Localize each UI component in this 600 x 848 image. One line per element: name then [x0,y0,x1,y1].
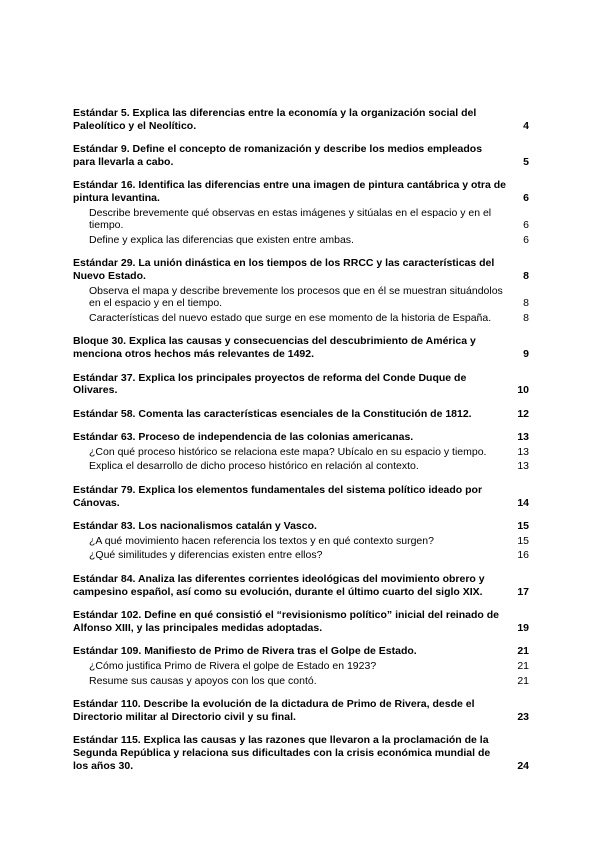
toc-subentry[interactable] [73,312,529,325]
table-of-contents [73,107,529,783]
toc-page-number: 6 [523,191,529,204]
toc-subentry-title: Características del nuevo estado que surge en ese momento de la historia de España. [89,311,492,324]
toc-page-number: 15 [517,520,529,533]
toc-entry[interactable] [73,698,529,723]
toc-entry[interactable] [73,335,529,360]
toc-entry-heading[interactable] [73,609,529,634]
toc-entry-title: Estándar 5. Explica las diferencias entre la economía y la organización social del Paleolítico y el Neolítico. [73,107,477,132]
toc-entry-title: Estándar 109. Manifiesto de Primo de Rivera tras el Golpe de Estado. [73,645,417,658]
toc-entry-title: Estándar 83. Los nacionalismos catalán y Vasco. [73,520,317,533]
toc-entry-heading[interactable] [73,143,529,168]
toc-subentry[interactable] [73,446,529,459]
toc-subentry[interactable] [73,285,529,310]
toc-page-number: 5 [523,155,529,168]
toc-page-number: 21 [517,660,529,672]
toc-entry[interactable] [73,484,529,509]
toc-entry-title: Estándar 58. Comenta las características esenciales de la Constitución de 1812. [73,407,472,420]
toc-entry[interactable] [73,257,529,324]
toc-entry-title: Bloque 30. Explica las causas y consecuencias del descubrimiento de América y menciona otros hechos más relevantes de 1492. [73,335,476,360]
toc-page-number: 21 [517,674,529,687]
toc-page-number: 9 [523,347,529,360]
toc-entry-title: Estándar 84. Analiza las diferentes corrientes ideológicas del movimiento obrero y campesino español, así como su evolución, durante el último cuarto del siglo XIX. [73,573,485,598]
toc-page-number: 12 [517,407,529,420]
toc-subentry[interactable] [73,549,529,562]
toc-page-number: 19 [517,621,529,634]
toc-subentry-title: Explica el desarrollo de dicho proceso histórico en relación al contexto. [89,460,419,473]
toc-page-number: 21 [517,645,529,658]
toc-page-number: 13 [517,445,529,458]
toc-entry-heading[interactable] [73,179,529,204]
toc-page-number: 6 [523,219,529,232]
toc-subentry[interactable] [73,660,529,673]
toc-subentry-title: Observa el mapa y describe brevemente los procesos que en él se muestran situándolos en el espacio y en el tiempo. [89,284,503,310]
toc-entry-heading[interactable] [73,645,529,658]
toc-page-number: 17 [517,585,529,598]
toc-subentry[interactable] [73,535,529,548]
toc-entry-heading[interactable] [73,257,529,282]
toc-entry-heading[interactable] [73,431,529,444]
toc-page-number: 13 [517,460,529,473]
toc-entry-heading[interactable] [73,573,529,598]
toc-entry[interactable] [73,143,529,168]
toc-entry-heading[interactable] [73,484,529,509]
toc-subentry-title: ¿A qué movimiento hacen referencia los textos y en qué contexto surgen? [89,534,434,547]
toc-entry[interactable] [73,520,529,562]
toc-subentry[interactable] [73,675,529,688]
toc-subentry[interactable] [73,234,529,247]
toc-entry-title: Estándar 16. Identifica las diferencias entre una imagen de pintura cantábrica y otra de pintura levantina. [73,179,506,204]
toc-subentry-title: ¿Cómo justifica Primo de Rivera el golpe de Estado en 1923? [89,660,377,672]
toc-entry-heading[interactable] [73,698,529,723]
toc-page-number: 8 [523,311,529,324]
toc-page-number: 14 [517,496,529,509]
toc-entry-heading[interactable] [73,408,529,421]
toc-page-number: 4 [523,119,529,132]
toc-entry-title: Estándar 29. La unión dinástica en los tiempos de los RRCC y las características del Nuevo Estado. [73,257,495,282]
toc-entry[interactable] [73,645,529,687]
toc-entry[interactable] [73,734,529,772]
toc-subentry-title: ¿Con qué proceso histórico se relaciona este mapa? Ubícalo en su espacio y tiempo. [89,445,487,458]
toc-entry-title: Estándar 115. Explica las causas y las razones que llevaron a la proclamación de la Segunda República y relaciona sus dificultades con la crisis económica mundial de los años 30. [73,734,491,772]
toc-entry[interactable] [73,372,529,397]
toc-subentry[interactable] [73,207,529,232]
toc-entry-title: Estándar 37. Explica los principales proyectos de reforma del Conde Duque de Olivares. [73,371,467,397]
toc-entry[interactable] [73,431,529,473]
toc-subentry-title: ¿Qué similitudes y diferencias existen entre ellos? [89,549,323,562]
toc-page-number: 8 [523,297,529,310]
toc-entry[interactable] [73,609,529,634]
toc-page-number: 24 [517,759,529,772]
toc-page-number: 23 [517,710,529,723]
toc-entry[interactable] [73,107,529,132]
toc-entry-title: Estándar 110. Describe la evolución de la dictadura de Primo de Rivera, desde el Directorio militar al Directorio civil y su final. [73,698,475,723]
toc-entry-title: Estándar 102. Define en qué consistió el “revisionismo político” inicial del reinado de Alfonso XIII, y las principales medidas adoptadas. [73,609,499,634]
toc-page-number: 8 [523,269,529,282]
toc-entry[interactable] [73,179,529,246]
toc-page-number: 6 [523,233,529,246]
toc-entry[interactable] [73,408,529,421]
toc-page-number: 13 [517,431,529,444]
toc-subentry[interactable] [73,460,529,473]
toc-entry-heading[interactable] [73,520,529,533]
toc-subentry-title: Describe brevemente qué observas en estas imágenes y sitúalas en el espacio y en el tiempo. [89,206,492,232]
toc-page-number: 15 [517,534,529,547]
toc-subentry-title: Define y explica las diferencias que existen entre ambas. [89,233,354,246]
toc-entry-heading[interactable] [73,734,529,772]
toc-entry-heading[interactable] [73,335,529,360]
toc-entry-heading[interactable] [73,372,529,397]
toc-entry-heading[interactable] [73,107,529,132]
toc-entry[interactable] [73,573,529,598]
toc-entry-title: Estándar 79. Explica los elementos fundamentales del sistema político ideado por Cánovas. [73,484,483,509]
toc-page-number: 10 [517,384,529,397]
toc-page-number: 16 [517,549,529,562]
toc-entry-title: Estándar 63. Proceso de independencia de las colonias americanas. [73,431,414,444]
toc-entry-title: Estándar 9. Define el concepto de romanización y describe los medios empleados para llevarla a cabo. [73,143,483,168]
toc-subentry-title: Resume sus causas y apoyos con los que contó. [89,674,317,687]
